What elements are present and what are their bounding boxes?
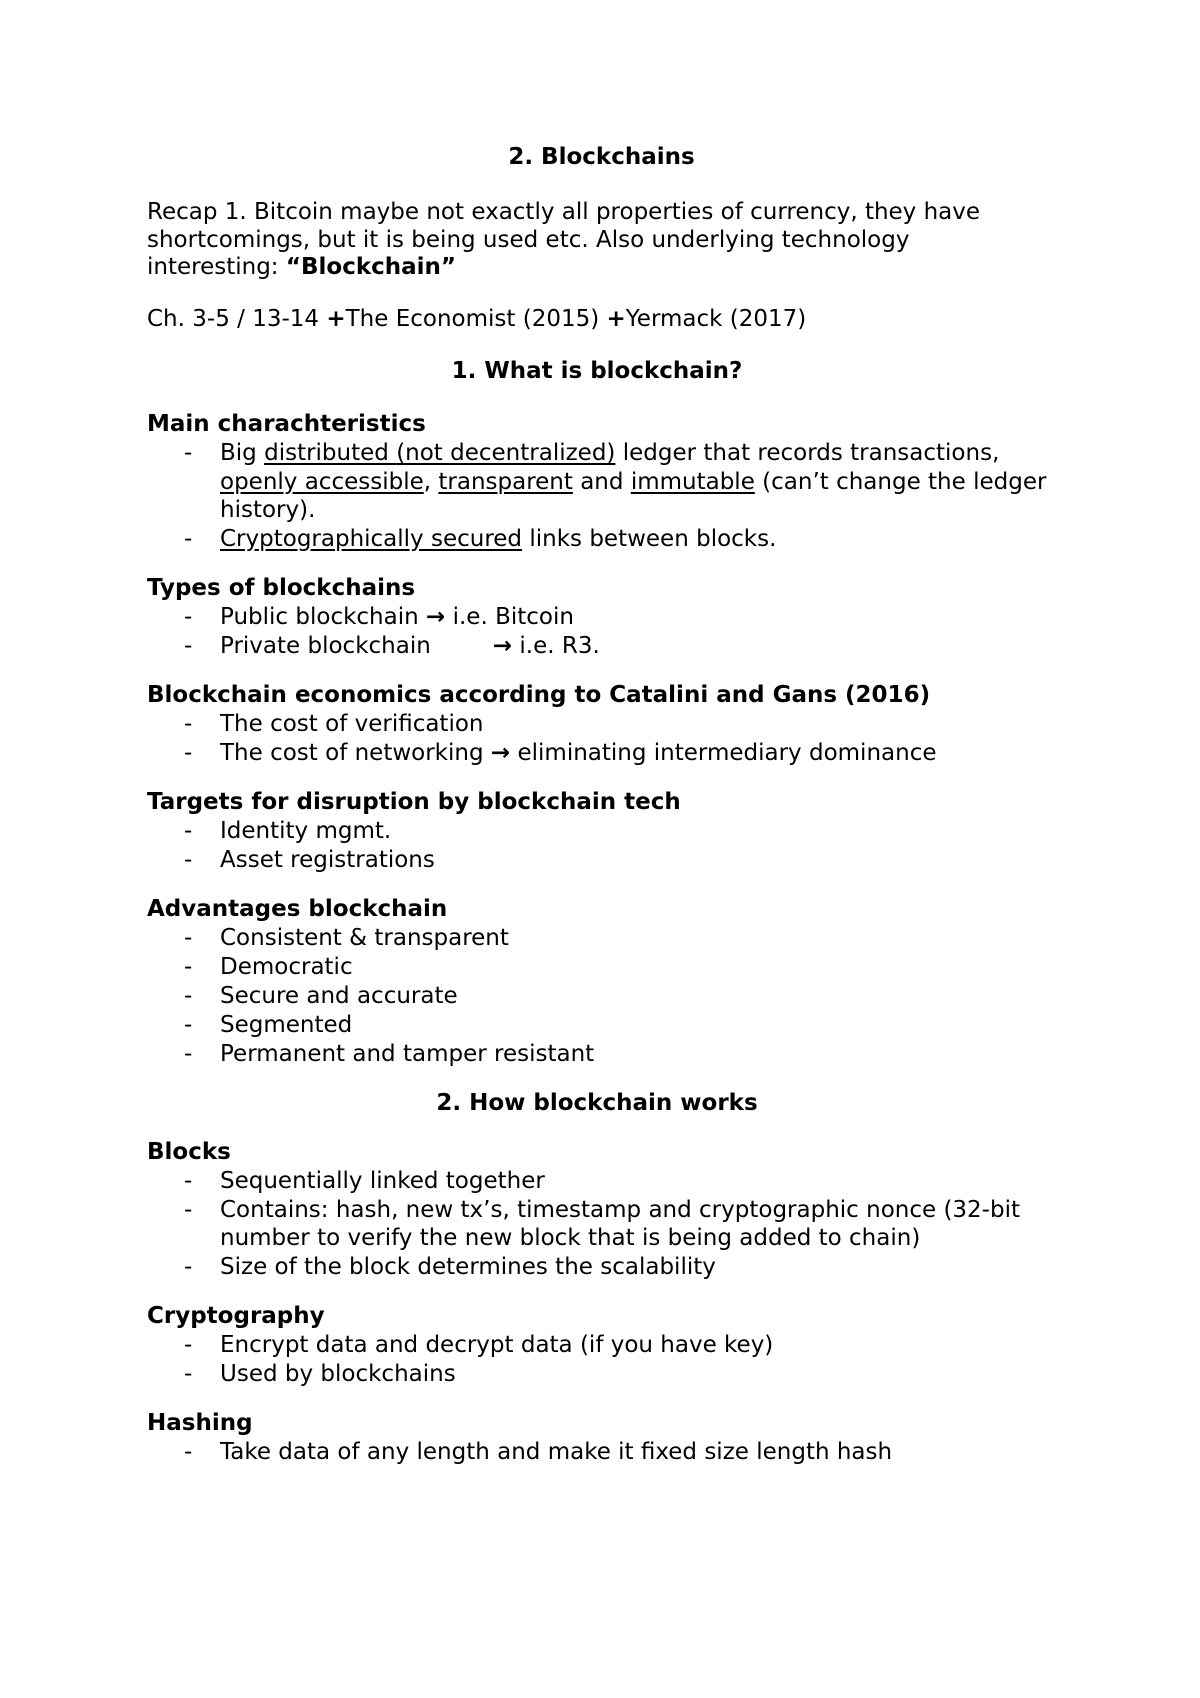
plus-icon: + bbox=[326, 305, 346, 332]
blocks-list bbox=[147, 1167, 1047, 1282]
list-item: - Asset registrations bbox=[184, 846, 435, 873]
cryptography-heading: Cryptography bbox=[147, 1302, 325, 1329]
list-item: - Secure and accurate bbox=[184, 982, 458, 1009]
list-item: - Size of the block determines the scalability bbox=[184, 1253, 716, 1280]
list-item: - Permanent and tamper resistant bbox=[184, 1040, 595, 1067]
cryptography-list bbox=[147, 1331, 1047, 1389]
list-item: - Segmented bbox=[184, 1011, 353, 1038]
page-title: 2. Blockchains bbox=[508, 144, 695, 170]
blockchain-term: “Blockchain” bbox=[285, 254, 457, 280]
list-item: - Contains: hash, new tx’s, timestamp and cryptographic nonce (32-bit number to verify the new block that is being added to chain) bbox=[184, 1196, 1020, 1251]
references-line: Ch. 3-5 / 13-14 +The Economist (2015) +Yermack (2017) bbox=[147, 305, 807, 332]
list-item: - Private blockchain → i.e. R3. bbox=[184, 632, 600, 659]
arrow-right-icon: → bbox=[490, 739, 511, 766]
types-list bbox=[147, 603, 1047, 661]
list-item: - Consistent & transparent bbox=[184, 924, 509, 951]
arrow-right-icon: → bbox=[492, 632, 513, 659]
list-item: - Used by blockchains bbox=[184, 1360, 456, 1387]
list-item: - The cost of networking → eliminating intermediary dominance bbox=[184, 739, 937, 766]
main-characteristics-list bbox=[147, 439, 1047, 554]
recap-paragraph: Recap 1. Bitcoin maybe not exactly all properties of currency, they have shortcomings, but it is being used etc. Also underlying technology interesting: “Blockchain” bbox=[147, 199, 981, 280]
list-item: - Take data of any length and make it fixed size length hash bbox=[184, 1438, 893, 1465]
section-heading-how-blockchain-works: 2. How blockchain works bbox=[436, 1089, 758, 1116]
section-heading-what-is-blockchain: 1. What is blockchain? bbox=[451, 358, 743, 384]
hashing-heading: Hashing bbox=[147, 1409, 253, 1436]
hashing-list bbox=[147, 1438, 1047, 1467]
arrow-right-icon: → bbox=[426, 603, 446, 630]
document-body bbox=[147, 143, 1047, 1467]
list-item: - Cryptographically secured links between blocks. bbox=[184, 525, 777, 552]
list-item: - Democratic bbox=[184, 953, 353, 980]
economics-heading: Blockchain economics according to Catalini and Gans (2016) bbox=[147, 681, 931, 708]
advantages-heading: Advantages blockchain bbox=[147, 895, 448, 922]
list-item: - Encrypt data and decrypt data (if you have key) bbox=[184, 1331, 774, 1358]
economics-list bbox=[147, 710, 1047, 768]
list-item: - Identity mgmt. bbox=[184, 817, 392, 844]
main-characteristics-heading: Main charachteristics bbox=[147, 411, 426, 437]
types-heading: Types of blockchains bbox=[147, 574, 416, 601]
list-item: - Big distributed (not decentralized) ledger that records transactions, openly accessible, transparent and immutable (can’t change the ledger history). bbox=[184, 440, 1047, 523]
list-item: - Sequentially linked together bbox=[184, 1167, 545, 1194]
list-item: - The cost of verification bbox=[184, 710, 484, 737]
list-item: - Public blockchain → i.e. Bitcoin bbox=[184, 603, 574, 630]
targets-list bbox=[147, 817, 1047, 875]
plus-icon: + bbox=[606, 305, 626, 332]
blocks-heading: Blocks bbox=[147, 1138, 231, 1165]
advantages-list bbox=[147, 924, 1047, 1069]
targets-heading: Targets for disruption by blockchain tech bbox=[147, 788, 681, 815]
